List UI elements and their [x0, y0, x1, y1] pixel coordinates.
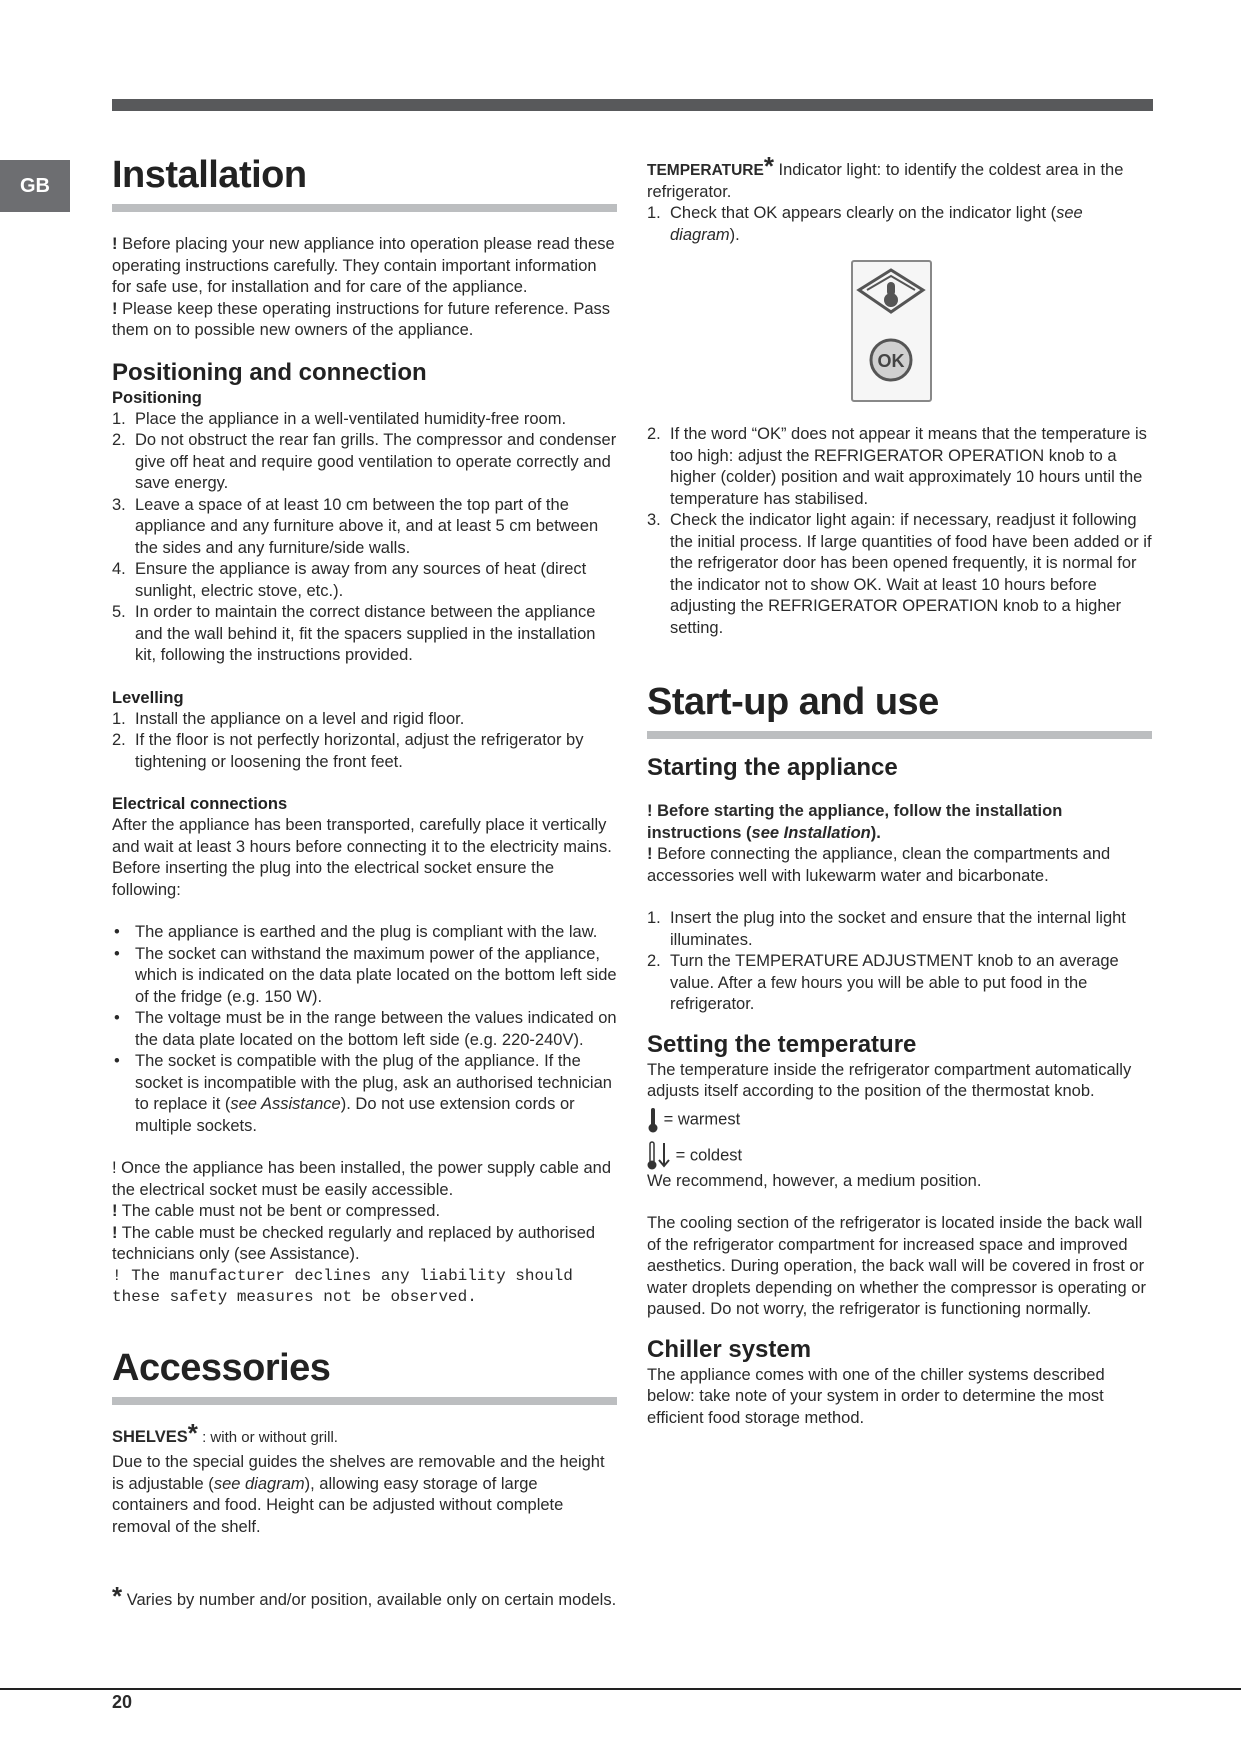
section-rule: [112, 204, 617, 212]
page-number: 20: [112, 1692, 133, 1712]
electrical-note-2: ! The cable must not be bent or compressed.: [112, 1202, 441, 1220]
coldest-line: = coldest: [647, 1141, 1152, 1171]
thermometer-warm-icon: [647, 1107, 659, 1133]
list-item: 1. Install the appliance on a level and rigid floor.: [112, 709, 465, 728]
installation-warning-2: ! Please keep these operating instructions for future reference. Pass them on to possible new owners of the appliance.: [112, 299, 611, 339]
indicator-light-icon: [853, 262, 930, 400]
recommend-text: We recommend, however, a medium position.: [647, 1171, 982, 1190]
list-item: 2. If the floor is not perfectly horizontal, adjust the refrigerator by tightening or loosening the front feet.: [112, 731, 584, 771]
footnote: * Varies by number and/or position, available only on certain models.: [112, 1581, 617, 1611]
chiller-title: Chiller system: [647, 1335, 812, 1363]
shelves-line: SHELVES* : with or without grill.: [112, 1417, 338, 1448]
indicator-light-diagram: [851, 260, 932, 402]
list-item: 1. Check that OK appears clearly on the indicator light (see diagram).: [647, 204, 1083, 244]
list-item: 1. Place the appliance in a well-ventilated humidity-free room.: [112, 409, 567, 428]
electrical-note-1: ! Once the appliance has been installed, the power supply cable and the electrical socket must be easily accessible.: [112, 1159, 612, 1199]
shelves-body: Due to the special guides the shelves are removable and the height is adjustable (see diagram), allowing easy storage of large containers and food. Height can be adjusted without complete removal of the shelf.: [112, 1453, 605, 1536]
installation-warning-1: ! Before placing your new appliance into operation please read these operating instructions carefully. They contain important information for safe use, for installation and for care of the appliance.: [112, 235, 615, 296]
temperature-list-a: [647, 203, 1152, 246]
positioning-subtitle: Positioning: [112, 388, 202, 407]
accessories-title: Accessories: [112, 1346, 331, 1389]
levelling-list: [112, 709, 617, 774]
installation-title: Installation: [112, 154, 307, 196]
cooling-text: The cooling section of the refrigerator is located inside the back wall of the refrigerator compartment for increased space and improved aesthetics. During operation, the back wall will be covered in frost or water droplets depending on whether the compressor is operating or paused. Do not worry, the refrigerator is functioning normally.: [647, 1214, 1146, 1318]
starting-title: Starting the appliance: [647, 754, 898, 781]
footer-rule: [0, 1688, 1241, 1690]
section-rule: [112, 1397, 617, 1405]
setting-intro: The temperature inside the refrigerator compartment automatically adjusts itself according to the position of the thermostat knob.: [647, 1060, 1132, 1100]
positioning-list: [112, 409, 617, 667]
section-rule: [647, 731, 1152, 739]
temperature-intro: TEMPERATURE* Indicator light: to identify the coldest area in the refrigerator.: [647, 151, 1124, 201]
warmest-line: = warmest: [647, 1107, 1152, 1133]
list-item: 1. Insert the plug into the socket and ensure that the internal light illuminates.: [647, 909, 1126, 949]
electrical-note-4: ! The manufacturer declines any liability should these safety measures not be observed.: [112, 1266, 573, 1306]
setting-title: Setting the temperature: [647, 1030, 917, 1058]
thermometer-cold-icon: [647, 1141, 671, 1171]
list-item: • The voltage must be in the range between the values indicated on the data plate located on the bottom left side (e.g. 220-240V).: [114, 1009, 617, 1049]
left-column: [112, 152, 617, 1612]
list-item: 3. Leave a space of at least 10 cm between the top part of the appliance and any furniture above it, and at least 5 cm between the sides and any furniture/side walls.: [112, 495, 599, 557]
startup-list: [647, 908, 1152, 1016]
list-item: 5. In order to maintain the correct distance between the appliance and the wall behind it, fit the spacers supplied in the installation kit, following the instructions provided.: [112, 603, 596, 664]
list-item: • The appliance is earthed and the plug is compliant with the law.: [114, 923, 598, 941]
list-item: • The socket can withstand the maximum power of the appliance, which is indicated on the data plate located on the bottom left side of the fridge (e.g. 150 W).: [114, 944, 617, 1006]
startup-title: Start-up and use: [647, 681, 939, 723]
electrical-title: Electrical connections: [112, 795, 288, 813]
header-bar: [112, 99, 1153, 111]
positioning-title: Positioning and connection: [112, 358, 427, 386]
list-item: 4. Ensure the appliance is away from any sources of heat (direct sunlight, electric stove, etc.).: [112, 560, 587, 600]
levelling-title: Levelling: [112, 688, 184, 707]
list-item: 2. Do not obstruct the rear fan grills. The compressor and condenser give off heat and require good ventilation to operate correctly and save energy.: [112, 431, 617, 492]
list-item: 2. If the word “OK” does not appear it means that the temperature is too high: adjust the REFRIGERATOR OPERATION knob to a higher (colder) position and wait approximately 10 hours until the temperature has stabilised.: [647, 425, 1147, 508]
electrical-bullets: [112, 922, 617, 1137]
temperature-list-b: [647, 424, 1152, 639]
list-item: 3. Check the indicator light again: if necessary, readjust it following the initial process. If large quantities of food have been added or if the refrigerator door has been opened frequently, it is normal for the indicator not to show OK. Wait at least 10 hours before adjusting the REFRIGERATOR OPERATION knob to a higher setting.: [647, 511, 1152, 637]
electrical-note-3: ! The cable must be checked regularly and replaced by authorised technicians only (see Assistance).: [112, 1223, 596, 1263]
electrical-intro: After the appliance has been transported, carefully place it vertically and wait at least 3 hours before connecting it to the electricity mains. Before inserting the plug into the electrical socket ensure the following:: [112, 816, 612, 899]
right-column: [647, 151, 1152, 1429]
startup-clean-note: ! Before connecting the appliance, clean the compartments and accessories well with lukewarm water and bicarbonate.: [647, 845, 1111, 885]
ok-label: OK: [877, 351, 905, 371]
list-item: 2. Turn the TEMPERATURE ADJUSTMENT knob to an average value. After a few hours you will be able to put food in the refrigerator.: [647, 952, 1119, 1013]
startup-warning: ! Before starting the appliance, follow the installation instructions (see Installation).: [647, 802, 1063, 842]
chiller-text: The appliance comes with one of the chiller systems described below: take note of your system in order to determine the most efficient food storage method.: [647, 1365, 1105, 1427]
language-tab: GB: [0, 160, 70, 212]
list-item: • The socket is compatible with the plug of the appliance. If the socket is incompatible with the plug, ask an authorised technician to replace it (see Assistance). Do not use extension cords or multiple sockets.: [114, 1052, 612, 1135]
